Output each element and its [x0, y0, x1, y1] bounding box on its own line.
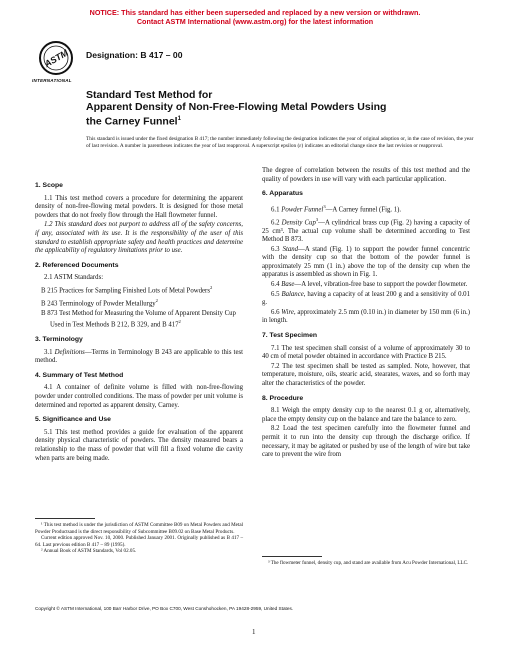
title-line-3: the Carney Funnel$^1$ — [86, 115, 181, 128]
footnote-3: ³ The flowmeter funnel, density cup, and stand are available from Acu Powder International, LLC. — [268, 560, 469, 566]
paragraph-7-1: 7.1 The test specimen shall consist of a volume of approximately 30 to 40 cm of metal powder obtained in accordance with Practice B 215. — [262, 344, 470, 361]
reference-b215: B 215 Practices for Sampling Finished Lots of Metal Powders$^2$ — [41, 284, 213, 295]
footnotes-right — [262, 560, 470, 567]
title-line-1: Standard Test Method for — [86, 89, 213, 101]
section-heading-apparatus: 6. Apparatus — [262, 190, 303, 198]
footnote-1: ¹ This test method is under the jurisdiction of ASTM Committee B09 on Metal Powders and Metal Powder Productsand is the direct responsibility of Subcommittee B09.02 on Base Metal Products. — [35, 522, 243, 535]
paragraph-6-6: 6.6 Wire, approximately 2.5 mm (0.10 in.) in diameter by 150 mm (6 in.) in length. — [262, 308, 470, 325]
section-heading-test-specimen: 7. Test Specimen — [262, 332, 318, 340]
section-heading-scope: 1. Scope — [35, 182, 63, 189]
page-number: 1 — [252, 628, 256, 636]
left-column — [35, 176, 243, 464]
section-heading-significance: 5. Significance and Use — [35, 416, 111, 424]
section-heading-referenced-documents: 2. Referenced Documents — [35, 261, 119, 269]
reference-b873: B 873 Test Method for Measuring the Volume of Apparent Density Cup Used in Test Methods B 212, B 329, and B $417^2$ — [41, 309, 236, 329]
paragraph-1-1: 1.1 This test method covers a procedure for determining the apparent density of non-free-flowing metal powders. It is designed for those metal powders that do not freely flow through the Hall flowmeter funnel. — [35, 194, 243, 219]
footnote-1-edition: Current edition approved Nov. 10, 2000. Published January 2001. Originally published as B 417 – 64. Last previous edition B 417 – 89 (1995). — [35, 535, 243, 548]
footnote-2: ² Annual Book of ASTM Standards, Vol 02.05. — [41, 548, 137, 555]
notice-line-2: Contact ASTM International (www.astm.org) for the latest information — [136, 17, 374, 26]
paragraph-6-5: 6.5 Balance, having a capacity of at least 200 g and a sensitivity of 0.01 g. — [262, 290, 470, 307]
paragraph-2-1: 2.1 ASTM Standards: — [44, 274, 104, 282]
issuance-note: This standard is issued under the fixed designation B 417; the number immediately following the designation indicates the year of original adoption or, in the case of revision, the year of last revision. A number in parentheses indicates the year of last reapproval. A superscript epsilon (ε) indicates an editorial change since the last revision or reapproval. — [86, 136, 474, 149]
reference-b243: B 243 Terminology of Powder Metallurgy$^2$ — [41, 297, 158, 308]
paragraph-7-2: 7.2 The test specimen shall be tested as sampled. Note, however, that temperature, moisture, oils, stearic acid, stearates, waxes, and so forth may alter the characteristics of the powder. — [262, 362, 470, 387]
designation: Designation: B 417 – 00 — [86, 50, 183, 60]
footnotes-left — [35, 522, 243, 555]
footnote-divider-left — [35, 518, 95, 519]
paragraph-6-3: 6.3 Stand—A stand (Fig. 1) to support the powder funnel concentric with the density cup so that the bottom of the powder funnel is approximately 25 mm (1 in.) above the top of the density cup when the apparatus is assembled as shown in Fig. 1. — [262, 245, 470, 279]
paragraph-6-4: 6.4 Base—A level, vibration-free base to support the powder flowmeter. — [271, 281, 468, 289]
paragraph-5-1: 5.1 This test method provides a guide for evaluation of the apparent density physical characteristic of powders. The density measured bears a relationship to the mass of powder that will fill a fixed volume die cavity when parts are being made. — [35, 428, 243, 462]
section-heading-procedure: 8. Procedure — [262, 394, 304, 402]
paragraph-8-1: 8.1 Weigh the empty density cup to the nearest 0.1 g or, alternatively, place the empty density cup on the balance and tare the balance to zero. — [262, 407, 470, 423]
copyright-line: Copyright © ASTM International, 100 Barr Harbor Drive, PO Box C700, West Conshohocken, PA 19428-2959, United States. — [35, 606, 294, 611]
paragraph-4-1: 4.1 A container of definite volume is filled with non-free-flowing powder under controlled conditions. The mass of powder per unit volume is determined and reported as apparent density, Carney. — [35, 384, 243, 409]
withdrawal-notice — [0, 8, 510, 26]
right-column — [262, 167, 470, 461]
paragraph-1-2: 1.2 This standard does not purport to address all of the safety concerns, if any, associated with its use. It is the responsibility of the user of this standard to establish appropriate safety and health practices and determine the applicability of regulatory limitations prior to use. — [35, 221, 243, 255]
astm-logo-icon — [38, 40, 74, 76]
paragraph-3-1: 3.1 Definitions—Terms in Terminology B 243 are applicable to this test method. — [35, 348, 243, 365]
footnote-divider-right — [262, 556, 322, 557]
title-line-2: Apparent Density of Non-Free-Flowing Metal Powders Using — [86, 101, 387, 113]
paragraph-6-2: 6.2 Density Cup$^3$—A cylindrical brass cup (Fig. 2) having a capacity of 25 cm³. The actual cup volume shall be determined according to Test Method B 873. — [262, 216, 470, 244]
paragraph-8-2: 8.2 Load the test specimen carefully into the flowmeter funnel and permit it to run into the density cup through the discharge orifice. If necessary, it may be agitated or pushed by use of the length of wire but take care to prevent the wire from — [262, 425, 470, 459]
svg-text:ASTM: ASTM — [42, 47, 70, 70]
paragraph-5-1-continued: The degree of correlation between the results of this test method and the quality of powders in use will vary with each particular application. — [262, 167, 470, 183]
section-heading-terminology: 3. Terminology — [35, 336, 83, 344]
document-title — [86, 89, 486, 128]
paragraph-6-1: 6.1 Powder Funnel$^3$—A Carney funnel (Fig. 1). — [271, 203, 402, 214]
logo-wordmark: INTERNATIONAL — [32, 78, 72, 83]
notice-line-1: NOTICE: This standard has either been superseded and replaced by a new version or withdrawn. — [89, 8, 421, 17]
section-heading-summary: 4. Summary of Test Method — [35, 371, 124, 379]
